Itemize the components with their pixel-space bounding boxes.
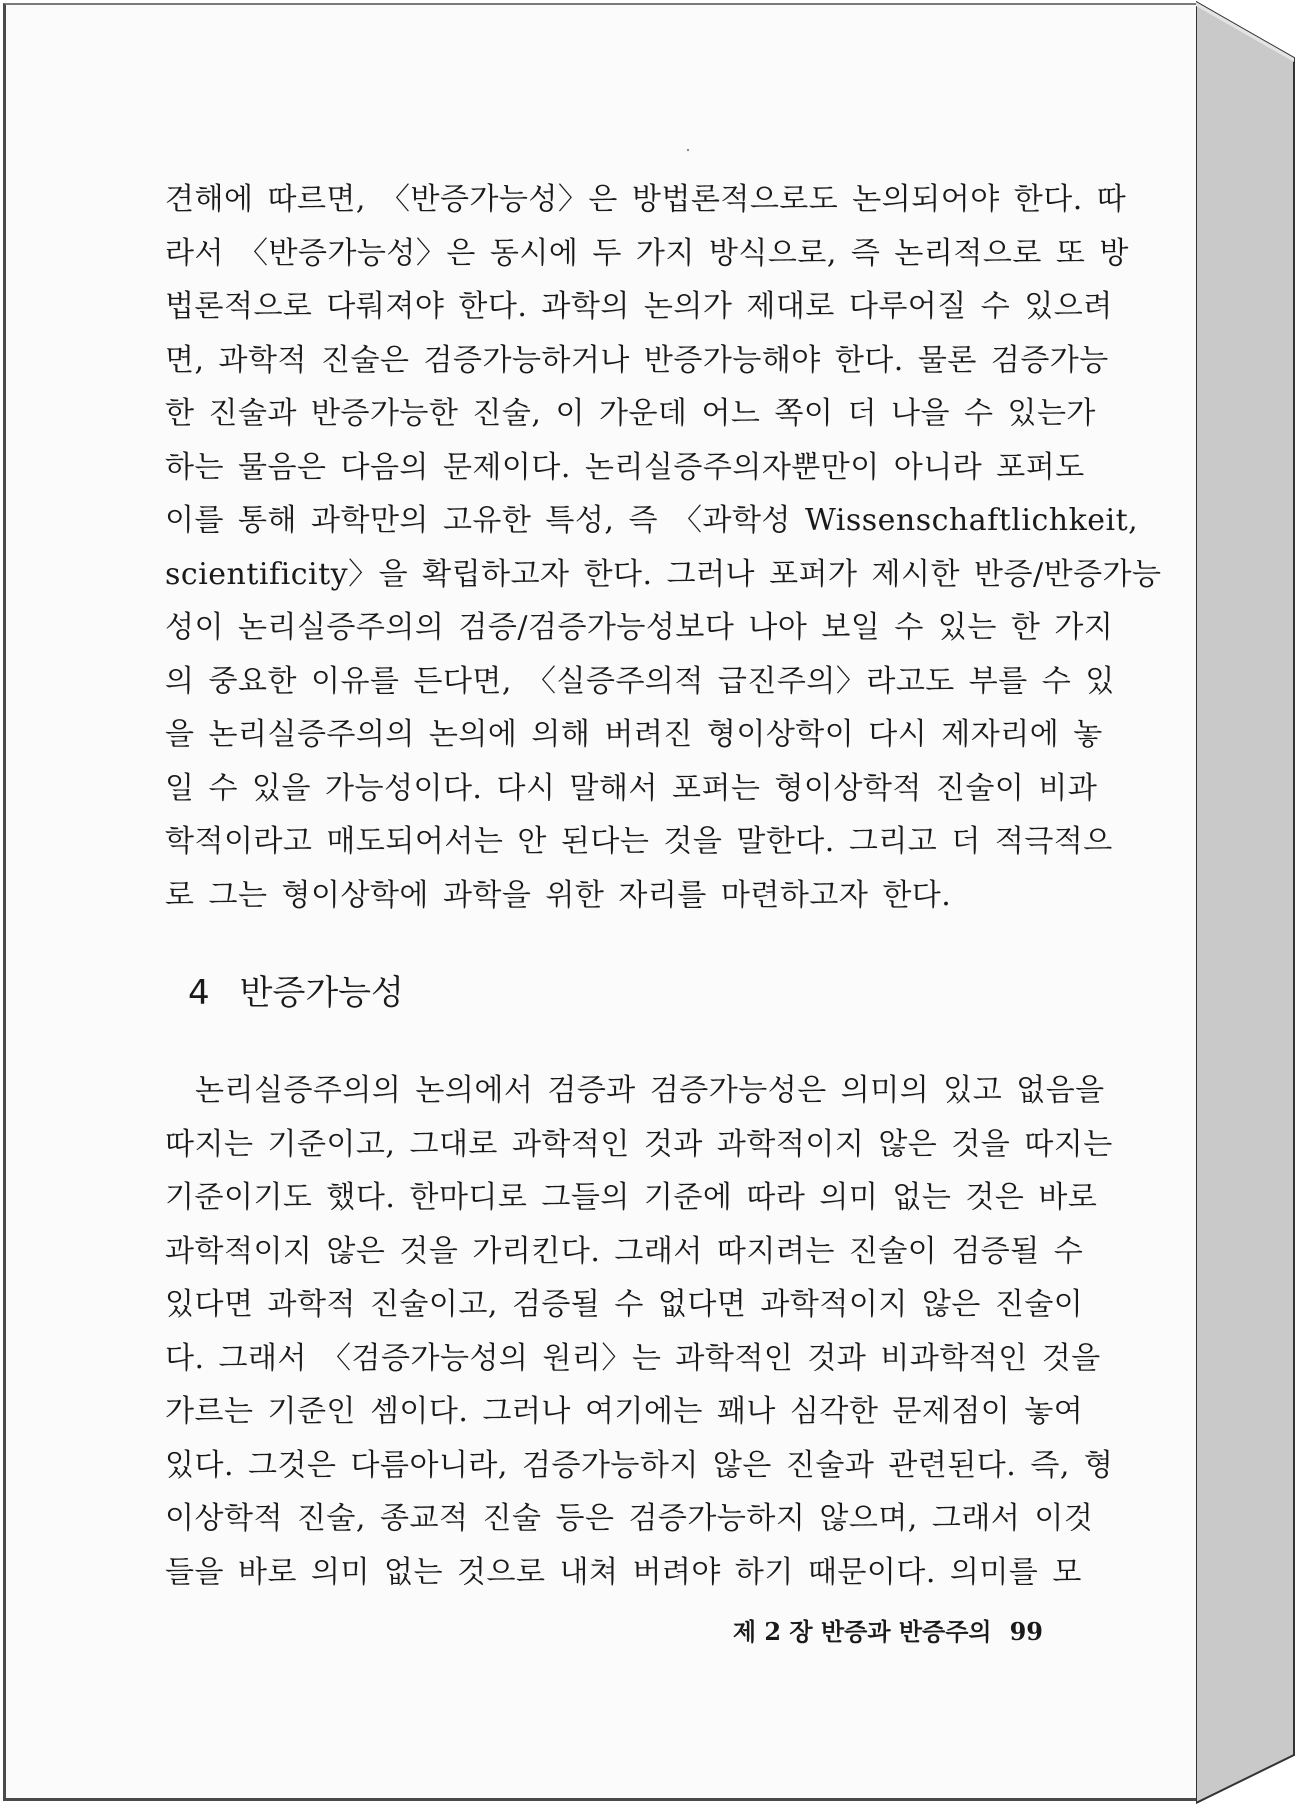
text-line: 로 그는 형이상학에 과학을 위한 자리를 마련하고자 한다. (165, 877, 952, 913)
scan-speck (687, 149, 689, 151)
text-line: 라서 〈반증가능성〉은 동시에 두 가지 방식으로, 즉 논리적으로 또 방 (165, 235, 1129, 271)
text-line: 따지는 기준이고, 그대로 과학적인 것과 과학적이지 않은 것을 따지는 (165, 1126, 1113, 1162)
text-line: 이를 통해 과학만의 고유한 특성, 즉 〈과학성 Wissenschaftlichkeit, (165, 503, 1139, 538)
chapter-title: 제 2 장 반증과 반증주의 (732, 1617, 992, 1646)
text-line: 을 논리실증주의의 논의에 의해 버려진 형이상학이 다시 제자리에 놓 (165, 717, 1103, 752)
text-line: 논리실증주의의 논의에서 검증과 검증가능성은 의미의 있고 없음을 (195, 1073, 1105, 1108)
text-line: 면, 과학적 진술은 검증가능하거나 반증가능해야 한다. 물론 검증가능 (165, 342, 1109, 378)
text-line: 기준이기도 했다. 한마디로 그들의 기준에 따라 의미 없는 것은 바로 (165, 1180, 1098, 1215)
running-footer (720, 1612, 1043, 1647)
text-line: 한 진술과 반증가능한 진술, 이 가운데 어느 쪽이 더 나을 수 있는가 (165, 396, 1096, 431)
text-line: scientificity〉을 확립하고자 한다. 그러나 포퍼가 제시한 반증/반증가능 (165, 556, 1162, 592)
text-line: 다. 그래서 〈검증가능성의 원리〉는 과학적인 것과 비과학적인 것을 (165, 1340, 1101, 1376)
text-line: 법론적으로 다뤄져야 한다. 과학의 논의가 제대로 다루어질 수 있으려 (165, 289, 1113, 324)
text-line: 성이 논리실증주의의 검증/검증가능성보다 나아 보일 수 있는 한 가지 (165, 610, 1114, 645)
text-line: 하는 물음은 다음의 문제이다. 논리실증주의자뿐만이 아니라 포퍼도 (165, 449, 1085, 485)
page-edge-shading (1196, 0, 1295, 1806)
text-line: 가르는 기준인 셈이다. 그러나 여기에는 꽤나 심각한 문제점이 놓여 (165, 1394, 1084, 1429)
section-number: 4 (188, 973, 210, 1013)
text-line: 들을 바로 의미 없는 것으로 내쳐 버려야 하기 때문이다. 의미를 모 (165, 1554, 1082, 1590)
text-line: 있다. 그것은 다름아니라, 검증가능하지 않은 진술과 관련된다. 즉, 형 (165, 1447, 1114, 1483)
body-paragraph-1 (165, 173, 1162, 922)
text-line: 의 중요한 이유를 든다면, 〈실증주의적 급진주의〉라고도 부를 수 있 (165, 663, 1115, 699)
text-line: 견해에 따르면, 〈반증가능성〉은 방법론적으로도 논의되어야 한다. 따 (165, 182, 1127, 217)
text-line: 이상학적 진술, 종교적 진술 등은 검증가능하지 않으며, 그래서 이것 (165, 1501, 1094, 1536)
text-line: 일 수 있을 가능성이다. 다시 말해서 포퍼는 형이상학적 진술이 비과 (165, 770, 1098, 806)
text-line: 과학적이지 않은 것을 가리킨다. 그래서 따지려는 진술이 검증될 수 (165, 1233, 1084, 1269)
text-line: 학적이라고 매도되어서는 안 된다는 것을 말한다. 그리고 더 적극적으 (165, 824, 1113, 859)
body-paragraph-2 (165, 1064, 1114, 1599)
section-heading (188, 965, 404, 1014)
page-number: 99 (1009, 1617, 1043, 1646)
text-line: 있다면 과학적 진술이고, 검증될 수 없다면 과학적이지 않은 진술이 (165, 1287, 1084, 1322)
section-title: 반증가능성 (239, 973, 404, 1013)
